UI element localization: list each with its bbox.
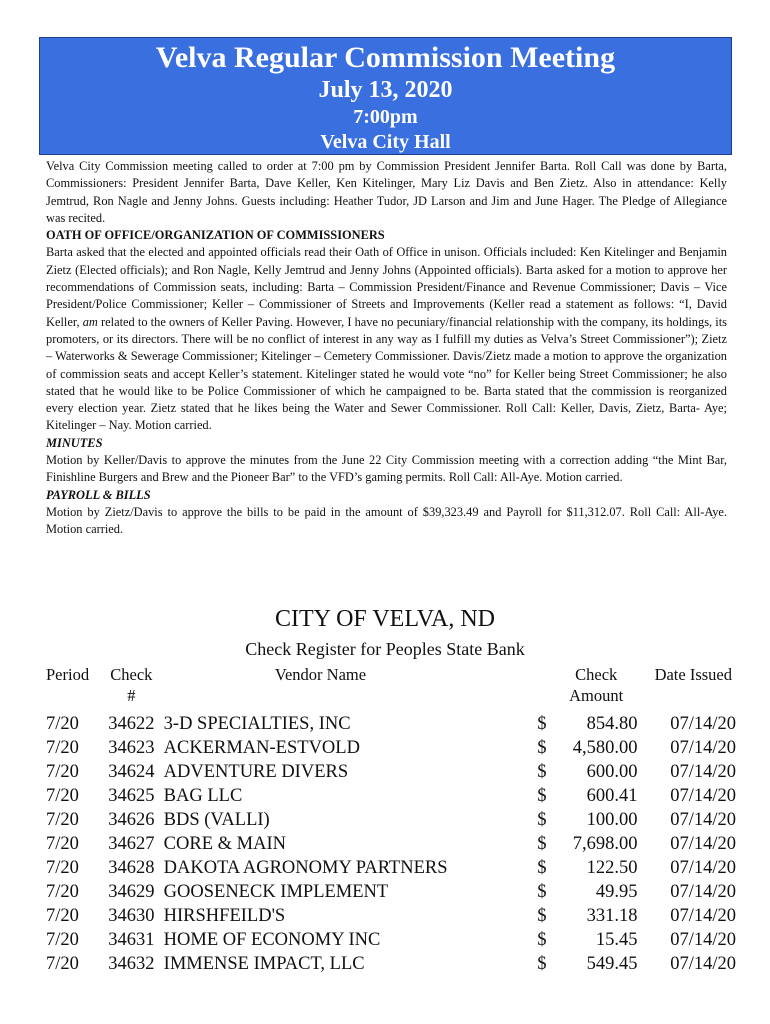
cell-dollar-sign: $: [537, 810, 547, 830]
cell-dollar-sign: $: [537, 954, 547, 974]
col-amount: [555, 664, 638, 712]
cell-dollar-sign: $: [537, 834, 547, 854]
cell-date-issued: 07/14/20: [670, 786, 736, 806]
payroll-paragraph: Motion by Zietz/Davis to approve the bills to be paid in the amount of $39,323.49 and Payroll for $11,312.07. Roll Call: All-Aye. Motion carried.: [46, 504, 727, 537]
table-row: [46, 760, 736, 784]
oath-text-emphasis: am: [82, 314, 98, 329]
col-dollar: [537, 664, 555, 712]
cell-check-amount: 122.50: [586, 858, 638, 878]
cell-date-issued: 07/14/20: [670, 738, 736, 758]
cell-check-amount: 100.00: [586, 810, 638, 830]
cell-period: 7/20: [46, 786, 79, 806]
cell-vendor-name: BAG LLC: [163, 786, 243, 806]
col-check-line2: #: [127, 686, 136, 705]
cell-vendor-name: IMMENSE IMPACT, LLC: [163, 954, 365, 974]
payroll-heading: PAYROLL & BILLS: [46, 487, 151, 502]
table-row: [46, 928, 736, 952]
cell-check-amount: 854.80: [586, 714, 638, 734]
cell-dollar-sign: $: [537, 714, 547, 734]
cell-vendor-name: CORE & MAIN: [163, 834, 286, 854]
col-date: Date Issued: [654, 665, 732, 684]
meeting-time: 7:00pm: [353, 106, 418, 128]
cell-period: 7/20: [46, 714, 79, 734]
cell-period: 7/20: [46, 858, 79, 878]
cell-check-number: 34625: [108, 786, 155, 806]
cell-check-amount: 49.95: [595, 882, 638, 902]
table-row: [46, 784, 736, 808]
oath-heading: OATH OF OFFICE/ORGANIZATION OF COMMISSIONERS: [46, 228, 385, 243]
cell-check-number: 34629: [108, 882, 155, 902]
table-row: [46, 952, 736, 976]
cell-period: 7/20: [46, 762, 79, 782]
cell-period: 7/20: [46, 906, 79, 926]
col-amount-line2: Amount: [569, 686, 624, 705]
cell-check-number: 34622: [108, 714, 155, 734]
table-row: [46, 736, 736, 760]
meeting-date: July 13, 2020: [318, 77, 453, 103]
register-subtitle: Check Register for Peoples State Bank: [245, 639, 525, 659]
cell-dollar-sign: $: [537, 762, 547, 782]
cell-period: 7/20: [46, 834, 79, 854]
table-row: [46, 712, 736, 736]
cell-date-issued: 07/14/20: [670, 762, 736, 782]
cell-check-number: 34632: [108, 954, 155, 974]
cell-check-number: 34626: [108, 810, 155, 830]
cell-date-issued: 07/14/20: [670, 930, 736, 950]
cell-date-issued: 07/14/20: [670, 954, 736, 974]
check-register-table: [46, 664, 736, 976]
minutes-heading: MINUTES: [46, 435, 103, 450]
cell-check-amount: 600.00: [586, 762, 638, 782]
table-row: [46, 904, 736, 928]
cell-check-number: 34624: [108, 762, 155, 782]
cell-check-number: 34623: [108, 738, 155, 758]
col-amount-line1: Check: [575, 665, 618, 684]
cell-dollar-sign: $: [537, 858, 547, 878]
meeting-header: [39, 37, 732, 155]
cell-check-amount: 331.18: [586, 906, 638, 926]
cell-check-amount: 7,698.00: [572, 834, 638, 854]
cell-dollar-sign: $: [537, 906, 547, 926]
cell-period: 7/20: [46, 738, 79, 758]
meeting-location: Velva City Hall: [320, 131, 451, 153]
cell-date-issued: 07/14/20: [670, 714, 736, 734]
table-row: [46, 880, 736, 904]
cell-check-number: 34631: [108, 930, 155, 950]
col-vendor: Vendor Name: [274, 665, 367, 684]
meeting-title: Velva Regular Commission Meeting: [155, 41, 616, 74]
table-row: [46, 856, 736, 880]
cell-dollar-sign: $: [537, 786, 547, 806]
city-title: CITY OF VELVA, ND: [274, 606, 496, 632]
cell-vendor-name: BDS (VALLI): [163, 810, 270, 830]
cell-check-number: 34630: [108, 906, 155, 926]
cell-date-issued: 07/14/20: [670, 834, 736, 854]
col-check-line1: Check: [110, 665, 153, 684]
register-rows: [46, 712, 736, 976]
intro-paragraph: Velva City Commission meeting called to order at 7:00 pm by Commission President Jennifer Barta. Roll Call was done by Barta, Commissioners: President Jennifer Barta, Dave Keller, Ken Kitelinger, Mary Liz Davis and Ben Zietz. Also in attendance: Kelly Jemtrud, Ron Nagle and Jenny Johns. Guests including: Heather Tudor, JD Larson and Jim and June Hager. The Pledge of Allegiance was recited.: [46, 159, 727, 225]
cell-date-issued: 07/14/20: [670, 858, 736, 878]
cell-vendor-name: HOME OF ECONOMY INC: [163, 930, 381, 950]
cell-check-amount: 549.45: [586, 954, 638, 974]
cell-check-amount: 15.45: [595, 930, 638, 950]
cell-vendor-name: DAKOTA AGRONOMY PARTNERS: [163, 858, 448, 878]
cell-vendor-name: 3-D SPECIALTIES, INC: [163, 714, 351, 734]
oath-paragraph: [46, 244, 727, 434]
table-header-row: [46, 664, 736, 712]
cell-vendor-name: GOOSENECK IMPLEMENT: [163, 882, 389, 902]
cell-check-number: 34627: [108, 834, 155, 854]
meeting-minutes: [46, 158, 727, 539]
table-row: [46, 832, 736, 856]
cell-period: 7/20: [46, 882, 79, 902]
cell-period: 7/20: [46, 810, 79, 830]
cell-period: 7/20: [46, 930, 79, 950]
cell-check-amount: 4,580.00: [572, 738, 638, 758]
cell-dollar-sign: $: [537, 738, 547, 758]
table-row: [46, 808, 736, 832]
cell-check-amount: 600.41: [586, 786, 638, 806]
oath-text-part2: related to the owners of Keller Paving. However, I have no pecuniary/financial relationship with the company, its holdings, its promoters, or its directors. There will be no conflict of interest in any way as I fulfill my duties as Velva’s Street Commissioner”); Zietz – Waterworks & Sewerage Commissioner; Kitelinger – Cemetery Commissioner. Davis/Zietz made a motion to approve the organization of commission seats and accept Keller’s statement. Kitelinger stated he would vote “no” for Keller being Street Commissioner; he also stated that he would like to be Police Commissioner of which he campaigned to be. Barta stated that the commission is reorganized every election year. Zietz stated that he likes being the Water and Sewer Commissioner. Roll Call: Keller, Davis, Zietz, Barta- Aye; Kitelinger – Nay. Motion carried.: [46, 314, 727, 433]
cell-vendor-name: ADVENTURE DIVERS: [163, 762, 349, 782]
cell-period: 7/20: [46, 954, 79, 974]
cell-vendor-name: HIRSHFEILD'S: [163, 906, 286, 926]
cell-date-issued: 07/14/20: [670, 906, 736, 926]
cell-check-number: 34628: [108, 858, 155, 878]
cell-dollar-sign: $: [537, 882, 547, 902]
oath-text-part1: Barta asked that the elected and appointed officials read their Oath of Office in unison. Officials included: Ken Kitelinger and Benjamin Zietz (Elected officials); and Ron Nagle, Kelly Jemtrud and Jenny Johns (Appointed officials). Barta asked for a motion to approve her recommendations of Commission seats, including: Barta – Commission President/Finance and Revenue Commissioner; Davis – Vice President/Police Commissioner; Keller – Commissioner of Streets and Improvements (Keller read a statement as follows: “I, David Keller,: [46, 245, 727, 329]
cell-date-issued: 07/14/20: [670, 882, 736, 902]
cell-vendor-name: ACKERMAN-ESTVOLD: [163, 738, 360, 758]
cell-dollar-sign: $: [537, 930, 547, 950]
minutes-paragraph: Motion by Keller/Davis to approve the minutes from the June 22 City Commission meeting with a correction adding “the Mint Bar, Finishline Burgers and Brew and the Pioneer Bar” to the VFD’s gaming permits. Roll Call: All-Aye. Motion carried.: [46, 453, 727, 485]
col-period: Period: [46, 665, 90, 684]
cell-date-issued: 07/14/20: [670, 810, 736, 830]
col-check: [99, 664, 164, 712]
